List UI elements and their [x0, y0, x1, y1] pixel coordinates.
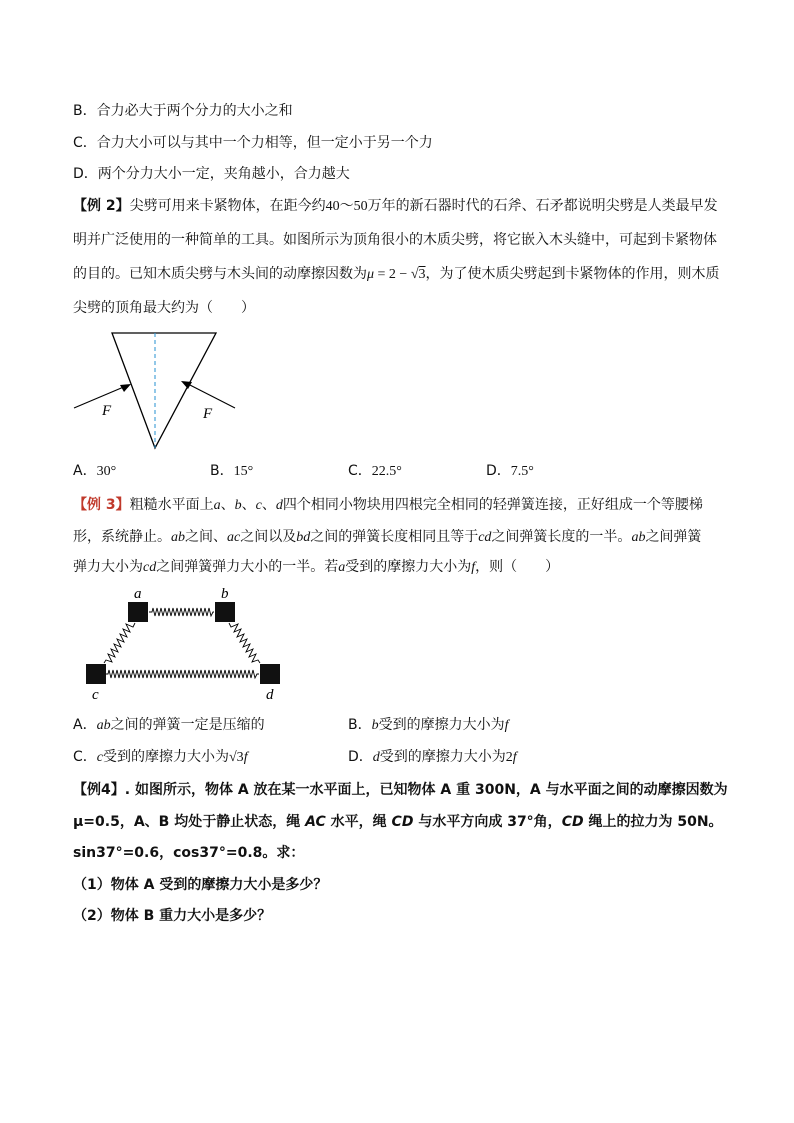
ex2-text-1: 尖劈可用来卡紧物体，在距今约	[129, 198, 326, 214]
wedge-figure	[68, 328, 248, 458]
ex2-tag: 【例 2】	[73, 198, 130, 214]
ex3-option-c	[73, 747, 248, 768]
ex2-text-3a: 的目的。已知木质尖劈与木头间的动摩擦因数为	[73, 266, 367, 282]
ex3-option-d-letter: D．	[348, 749, 373, 765]
ex3-text-2f: 之间弹簧	[645, 529, 702, 545]
ex3-option-b-var: b	[371, 718, 379, 733]
ex2-line-2: 明并广泛使用的一种简单的工具。如图所示为顶角很小的木质尖劈，将它嵌入木头缝中，可起到卡紧物体	[73, 232, 717, 248]
ex4-line-3: sin37°=0.6，cos37°=0.8。求：	[73, 845, 305, 861]
ex3-line-1	[73, 495, 703, 516]
ex2-option-a	[73, 461, 116, 482]
ex4-tag: 【例4】	[73, 782, 125, 798]
ex3-option-d-value: 2	[505, 750, 513, 765]
ex3-line-2	[73, 527, 701, 548]
ex3-line-3	[73, 557, 559, 578]
ex3-text-1b: 四个相同小物块用四根完全相同的轻弹簧连接，正好组成一个等腰梯	[282, 497, 703, 513]
ex3-tag: 【例 3】	[73, 497, 130, 513]
ex3-option-c-text: 受到的摩擦力大小为	[103, 749, 229, 765]
force-arrow-right	[186, 383, 235, 408]
ex3-option-d	[348, 747, 517, 768]
ex2-option-c-value: 22.5°	[371, 464, 402, 479]
ex2-line-3	[73, 264, 720, 285]
ex4-label-cd-2: CD	[561, 814, 584, 830]
ex3-var-ab-2: ab	[631, 530, 646, 545]
ex4-question-1: （1）物体 A 受到的摩擦力大小是多少？	[73, 877, 328, 893]
block-c	[86, 664, 106, 684]
ex3-text-3b: 之间弹簧弹力大小的一半。若	[156, 559, 339, 575]
ex2-option-c-letter: C．	[348, 463, 372, 479]
ex4-text-1: . 如图所示，物体 A 放在某一水平面上，已知物体 A 重 300N，A 与水平面之间的动摩擦因数为	[124, 782, 728, 798]
ex3-text-3d: ，则（ ）	[475, 559, 560, 575]
ex2-mu-symbol: μ	[367, 267, 375, 282]
ex3-option-c-letter: C．	[73, 749, 97, 765]
spring-ac	[104, 623, 135, 663]
ex2-option-d-letter: D．	[486, 463, 511, 479]
ex3-option-b	[348, 715, 509, 736]
ex3-text-1a: 粗糙水平面上	[129, 497, 214, 513]
ex3-option-c-f: f	[243, 750, 248, 765]
spring-bd	[229, 623, 260, 663]
prev-option-b: B．合力必大于两个分力的大小之和	[73, 103, 293, 119]
ex4-line-2	[73, 812, 723, 832]
ex3-text-3a: 弹力大小为	[73, 559, 143, 575]
ex3-var-f: f	[471, 560, 476, 575]
ex3-text-2d: 之间的弹簧长度相同且等于	[310, 529, 479, 545]
ex2-option-d-value: 7.5°	[510, 464, 534, 479]
spring-cd	[105, 670, 259, 678]
prev-option-c: C．合力大小可以与其中一个力相等，但一定小于另一个力	[73, 135, 433, 151]
ex3-option-c-value: √3	[229, 750, 244, 765]
block-a	[128, 602, 148, 622]
ex4-text-2e: 绳上的拉力为 50N。	[583, 814, 723, 830]
ex4-question-2: （2）物体 B 重力大小是多少？	[73, 908, 272, 924]
block-b	[215, 602, 235, 622]
ex3-option-b-text: 受到的摩擦力大小为	[378, 717, 505, 733]
ex3-option-c-var: c	[96, 750, 103, 765]
ex4-label-ac: AC	[305, 814, 326, 830]
ex2-mu-root: 3	[418, 267, 426, 282]
ex3-option-b-f: f	[504, 718, 509, 733]
ex3-var-b: b	[234, 498, 242, 513]
ex3-var-ab: ab	[171, 530, 185, 545]
ex2-text-3b: ，为了使木质尖劈起到卡紧物体的作用，则木质	[425, 266, 720, 282]
ex3-option-a-text: 之间的弹簧一定是压缩的	[110, 717, 265, 733]
ex3-option-d-var: d	[372, 750, 380, 765]
ex3-option-d-f: f	[512, 750, 517, 765]
ex4-label-cd: CD	[391, 814, 414, 830]
ex3-text-2c: 之间以及	[240, 529, 297, 545]
ex2-mu-eq: = 2 −	[374, 267, 411, 282]
prev-option-d: D．两个分力大小一定，夹角越小，合力越大	[73, 166, 350, 182]
ex3-sep-1: 、	[220, 497, 235, 513]
spring-ab	[149, 608, 214, 616]
ex3-var-d: d	[275, 498, 283, 513]
ex2-range: 40～50	[325, 199, 368, 214]
ex2-text-1b: 万年的新石器时代的石斧、石矛都说明尖劈是人类最早发	[367, 198, 718, 214]
ex4-text-2d: 与水平方向成 37°角，	[413, 814, 562, 830]
ex2-option-b	[210, 461, 253, 482]
ex3-var-bd: bd	[296, 530, 311, 545]
ex3-var-cd: cd	[478, 530, 492, 545]
ex3-option-b-letter: B．	[348, 717, 372, 733]
ex2-option-a-value: 30°	[96, 464, 117, 479]
ex3-option-d-text: 受到的摩擦力大小为	[379, 749, 506, 765]
ex2-sqrt-icon: √	[410, 267, 419, 282]
ex3-sep-3: 、	[261, 497, 276, 513]
label-a: a	[134, 586, 142, 602]
ex3-text-2b: 之间、	[185, 529, 227, 545]
ex3-option-a	[73, 715, 265, 736]
ex3-text-2a: 形，系统静止。	[73, 529, 171, 545]
ex3-option-a-var: ab	[96, 718, 111, 733]
ex3-option-a-letter: A．	[73, 717, 97, 733]
ex3-text-3c: 受到的摩擦力大小为	[345, 559, 472, 575]
label-c: c	[92, 687, 99, 703]
ex4-text-2b: ，A、B 均处于静止状态，绳	[119, 814, 306, 830]
ex3-var-ac: ac	[227, 530, 241, 545]
ex3-var-a-2: a	[338, 560, 346, 575]
ex3-var-a: a	[213, 498, 221, 513]
force-label-right: F	[203, 406, 213, 422]
ex3-var-cd-2: cd	[143, 560, 157, 575]
ex4-mu-value: μ=0.5	[73, 814, 120, 830]
ex3-text-2e: 之间弹簧长度的一半。	[491, 529, 632, 545]
ex2-option-a-letter: A．	[73, 463, 97, 479]
ex4-text-2c: 水平，绳	[325, 814, 392, 830]
spring-trapezoid-figure	[80, 585, 295, 703]
ex3-var-c: c	[255, 498, 262, 513]
ex3-sep-2: 、	[241, 497, 256, 513]
force-label-left: F	[102, 403, 112, 419]
ex2-option-d	[486, 461, 534, 482]
ex2-option-b-value: 15°	[233, 464, 254, 479]
label-b: b	[221, 586, 229, 602]
ex2-option-c	[348, 461, 402, 482]
ex2-line-4: 尖劈的顶角最大约为（ ）	[73, 300, 255, 316]
ex2-line-1	[73, 196, 718, 217]
block-d	[260, 664, 280, 684]
ex4-line-1	[73, 780, 728, 800]
label-d: d	[266, 687, 274, 703]
force-arrow-left	[74, 386, 126, 408]
ex2-option-b-letter: B．	[210, 463, 234, 479]
